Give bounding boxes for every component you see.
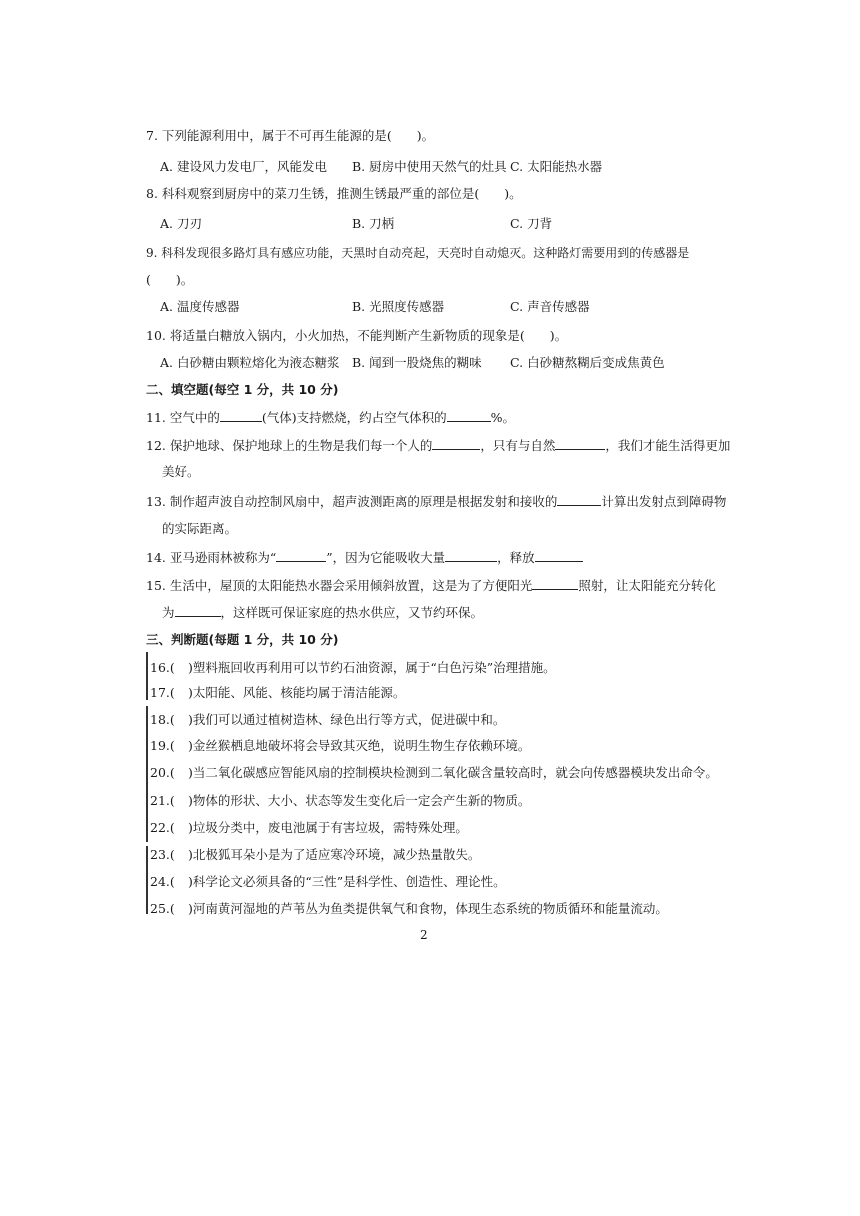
question-9-stem-line2: ( )。 (146, 272, 194, 287)
judgement-number: 16.( (150, 660, 175, 675)
answer-blank[interactable] (555, 438, 605, 450)
answer-blank[interactable] (432, 438, 480, 450)
answer-blank[interactable] (276, 550, 326, 562)
judgement-text: )塑料瓶回收再利用可以节约石油资源，属于“白色污染”治理措施。 (188, 660, 556, 675)
question-9-stem-line1: 9. 科科发现很多路灯具有感应功能，天黑时自动亮起，天亮时自动熄灭。这种路灯需要用到的传感器是 (146, 246, 690, 260)
question-14-text-a: 14. 亚马逊雨林被称为“ (146, 550, 277, 565)
answer-blank[interactable] (557, 494, 601, 506)
question-7-option-b: B. 厨房中使用天然气的灶具 (352, 159, 507, 174)
answer-blank[interactable] (532, 578, 578, 590)
question-13-text-a: 13. 制作超声波自动控制风扇中，超声波测距离的原理是根据发射和接收的 (146, 494, 558, 509)
question-15-text-b: 照射，让太阳能充分转化 (578, 578, 716, 593)
judgement-text: )河南黄河湿地的芦苇丛为鱼类提供氧气和食物，体现生态系统的物质循环和能量流动。 (188, 901, 668, 916)
judgement-item-23[interactable] (150, 847, 480, 863)
question-15-line2 (162, 605, 483, 621)
question-12-line1 (146, 438, 730, 454)
judgement-text: )北极狐耳朵小是为了适应寒冷环境，减少热量散失。 (188, 847, 481, 862)
judgement-number: 25.( (150, 901, 175, 916)
question-14-text-c: ，释放 (497, 550, 535, 565)
judgement-item-18[interactable] (150, 712, 505, 728)
section-true-false-title: 三、判断题(每题 1 分，共 10 分) (146, 632, 339, 647)
judgement-number: 17.( (150, 685, 175, 700)
question-15-line1 (146, 578, 716, 594)
judgement-text: )当二氧化碳感应智能风扇的控制模块检测到二氧化碳含量较高时，就会向传感器模块发出命令。 (188, 765, 718, 780)
question-13-line1 (146, 494, 726, 510)
question-11-text-a: 11. 空气中的 (146, 410, 220, 425)
judgement-item-21[interactable] (150, 793, 530, 809)
judgement-text: )科学论文必须具备的“三性”是科学性、创造性、理论性。 (188, 874, 506, 889)
question-8-option-b: B. 刀柄 (352, 216, 395, 231)
question-12-text-a: 12. 保护地球、保护地球上的生物是我们每一个人的 (146, 438, 433, 453)
judgement-item-22[interactable] (150, 820, 468, 836)
question-10-option-b: B. 闻到一股烧焦的糊味 (352, 355, 482, 370)
judgement-item-16[interactable] (150, 660, 556, 676)
question-14-text-b: ”，因为它能吸收大量 (326, 550, 446, 565)
judgement-item-25[interactable] (150, 901, 668, 917)
judgement-number: 19.( (150, 738, 175, 753)
judgement-number: 24.( (150, 874, 175, 889)
judgement-item-17[interactable] (150, 685, 405, 701)
question-15-text-d: ，这样既可保证家庭的热水供应，又节约环保。 (220, 605, 484, 620)
answer-blank[interactable] (535, 550, 583, 562)
question-10-stem: 10. 将适量白糖放入锅内，小火加热，不能判断产生新物质的现象是( )。 (146, 328, 568, 343)
judgement-text: )垃圾分类中，废电池属于有害垃圾，需特殊处理。 (188, 820, 468, 835)
question-8-option-a: A. 刀刃 (160, 216, 202, 231)
question-11 (146, 410, 515, 426)
margin-mark (146, 652, 148, 700)
answer-blank[interactable] (447, 410, 491, 422)
question-8-stem: 8. 科科观察到厨房中的菜刀生锈，推测生锈最严重的部位是( )。 (146, 186, 522, 201)
answer-blank[interactable] (220, 410, 262, 422)
judgement-number: 20.( (150, 765, 175, 780)
question-9-option-c: C. 声音传感器 (510, 299, 590, 314)
margin-mark (146, 706, 148, 842)
judgement-item-20[interactable] (150, 765, 718, 781)
question-12-text-b: ，只有与自然 (480, 438, 556, 453)
judgement-text: )金丝猴栖息地破坏将会导致其灭绝，说明生物生存依赖环境。 (188, 738, 531, 753)
question-10-option-c: C. 白砂糖熬糊后变成焦黄色 (510, 355, 665, 370)
question-8-option-c: C. 刀背 (510, 216, 553, 231)
question-13-text-b: 计算出发射点到障碍物 (601, 494, 727, 509)
question-12-line2: 美好。 (162, 464, 200, 479)
question-15-text-a: 15. 生活中，屋顶的太阳能热水器会采用倾斜放置，这是为了方便阳光 (146, 578, 533, 593)
judgement-number: 18.( (150, 712, 175, 727)
question-7-option-a: A. 建设风力发电厂，风能发电 (160, 159, 327, 174)
judgement-text: )我们可以通过植树造林、绿色出行等方式，促进碳中和。 (188, 712, 506, 727)
page-number: 2 (420, 928, 428, 942)
question-9-option-a: A. 温度传感器 (160, 299, 240, 314)
question-12-text-c: ，我们才能生活得更加 (605, 438, 731, 453)
section-fill-in-title: 二、填空题(每空 1 分，共 10 分) (146, 382, 339, 397)
question-13-line2: 的实际距离。 (162, 521, 238, 536)
question-7-option-c: C. 太阳能热水器 (510, 159, 603, 174)
question-15-text-c: 为 (162, 605, 175, 620)
question-14 (146, 550, 583, 566)
question-11-text-b: (气体)支持燃烧，约占空气体积的 (261, 410, 447, 425)
answer-blank[interactable] (445, 550, 497, 562)
judgement-number: 22.( (150, 820, 175, 835)
margin-mark (146, 846, 148, 914)
judgement-text: )太阳能、风能、核能均属于清洁能源。 (188, 685, 406, 700)
judgement-item-24[interactable] (150, 874, 506, 890)
question-9-option-b: B. 光照度传感器 (352, 299, 445, 314)
judgement-number: 21.( (150, 793, 175, 808)
question-11-text-c: %。 (490, 410, 516, 425)
question-7-stem: 7. 下列能源利用中，属于不可再生能源的是( )。 (146, 128, 435, 143)
answer-blank[interactable] (175, 605, 221, 617)
question-10-option-a: A. 白砂糖由颗粒熔化为液态糖浆 (160, 355, 340, 370)
judgement-number: 23.( (150, 847, 175, 862)
judgement-item-19[interactable] (150, 738, 530, 754)
judgement-text: )物体的形状、大小、状态等发生变化后一定会产生新的物质。 (188, 793, 531, 808)
